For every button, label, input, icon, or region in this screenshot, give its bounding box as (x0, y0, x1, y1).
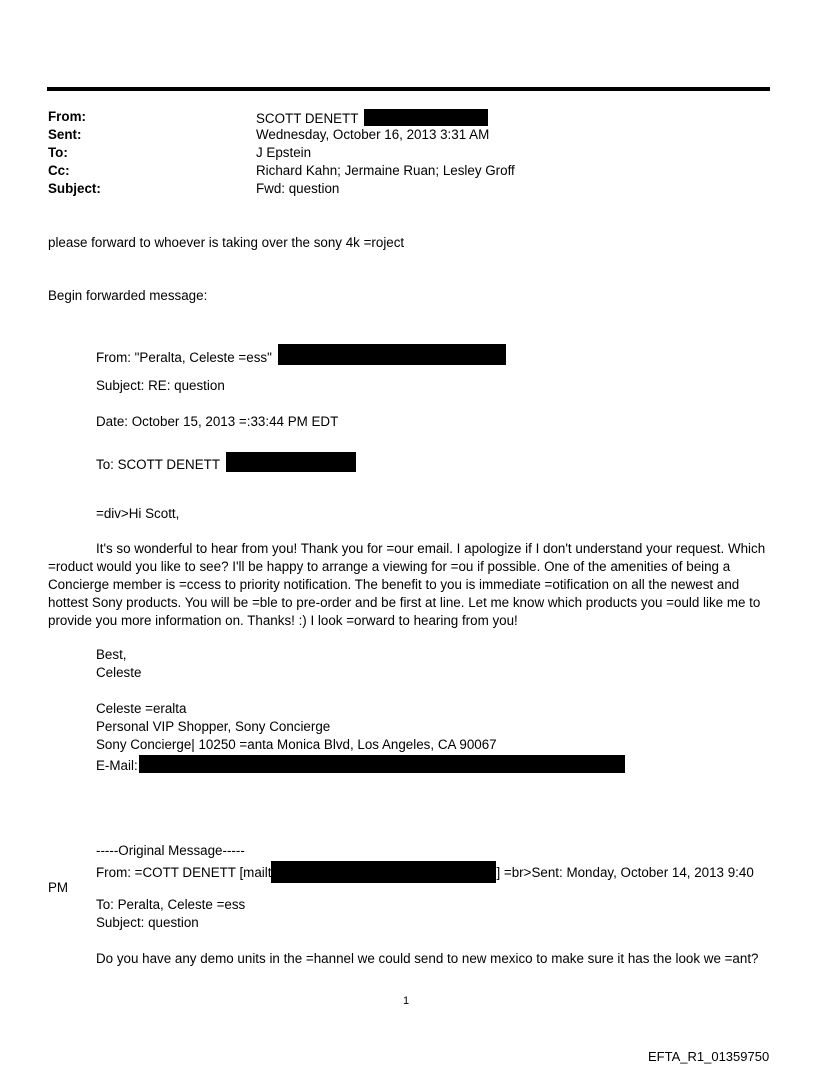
from-name: SCOTT DENETT (256, 111, 359, 126)
original-from (96, 861, 754, 883)
fwd-date: Date: October 15, 2013 =:33:44 PM EDT (96, 414, 339, 429)
original-separator: -----Original Message----- (96, 843, 245, 858)
redaction-box (226, 452, 356, 472)
subject-label: Subject: (48, 181, 101, 196)
fwd-from (96, 344, 506, 365)
fwd-subject: Subject: RE: question (96, 378, 225, 393)
original-body: Do you have any demo units in the =hannel we could send to new mexico to make sure it has the look we =ant? (96, 951, 759, 966)
fwd-greeting: =div>Hi Scott, (96, 506, 180, 521)
cc-label: Cc: (48, 163, 70, 178)
sig-email (96, 755, 625, 773)
original-from-prefix: From: =COTT DENETT [mailt (96, 865, 272, 880)
header-rule (47, 87, 770, 91)
redaction-box (364, 109, 488, 126)
redaction-box (271, 861, 496, 883)
sig-name: Celeste =eralta (96, 701, 187, 716)
subject-value: Fwd: question (256, 181, 340, 196)
sent-label: Sent: (48, 127, 82, 142)
fwd-to-text: To: SCOTT DENETT (96, 457, 220, 472)
redaction-box (278, 344, 506, 365)
sig-address: Sony Concierge| 10250 =anta Monica Blvd, Los Angeles, CA 90067 (96, 737, 497, 752)
from-value (256, 109, 488, 126)
sig-email-label: E-Mail: (96, 758, 138, 773)
document-id: EFTA_R1_01359750 (648, 1049, 770, 1064)
signoff-name: Celeste (96, 665, 142, 680)
closing: Best, (96, 647, 127, 662)
original-from-wrap: PM (48, 880, 69, 895)
original-subject: Subject: question (96, 915, 199, 930)
sent-value: Wednesday, October 16, 2013 3:31 AM (256, 127, 490, 142)
original-from-suffix: ] =br>Sent: Monday, October 14, 2013 9:40 (496, 865, 754, 880)
fwd-to (96, 452, 356, 472)
fwd-from-text: From: "Peralta, Celeste =ess" (96, 350, 272, 365)
redaction-box (139, 755, 625, 773)
sig-title: Personal VIP Shopper, Sony Concierge (96, 719, 331, 734)
original-to: To: Peralta, Celeste =ess (96, 897, 246, 912)
begin-forwarded: Begin forwarded message: (48, 288, 208, 303)
to-label: To: (48, 145, 68, 160)
to-value: J Epstein (256, 145, 312, 160)
intro-text: please forward to whoever is taking over the sony 4k =roject (48, 235, 405, 250)
fwd-paragraph: It's so wonderful to hear from you! Thank you for =our email. I apologize if I don't understand your request. Which =roduct would you like to see? I'll be happy to arrange a viewing for =ou if possible. One of the amenities of being a Concierge member is =ccess to priority notification. The benefit to you is immediate =otification on all the newest and hottest Sony products. You will be =ble to pre-order and be first at line. Let me know which products you =ould like me to provide you more information on. Thanks! :) I look =orward to hearing from you! (48, 541, 766, 628)
from-label: From: (48, 109, 86, 124)
cc-value: Richard Kahn; Jermaine Ruan; Lesley Groff (256, 163, 515, 178)
page-number: 1 (403, 995, 410, 1007)
